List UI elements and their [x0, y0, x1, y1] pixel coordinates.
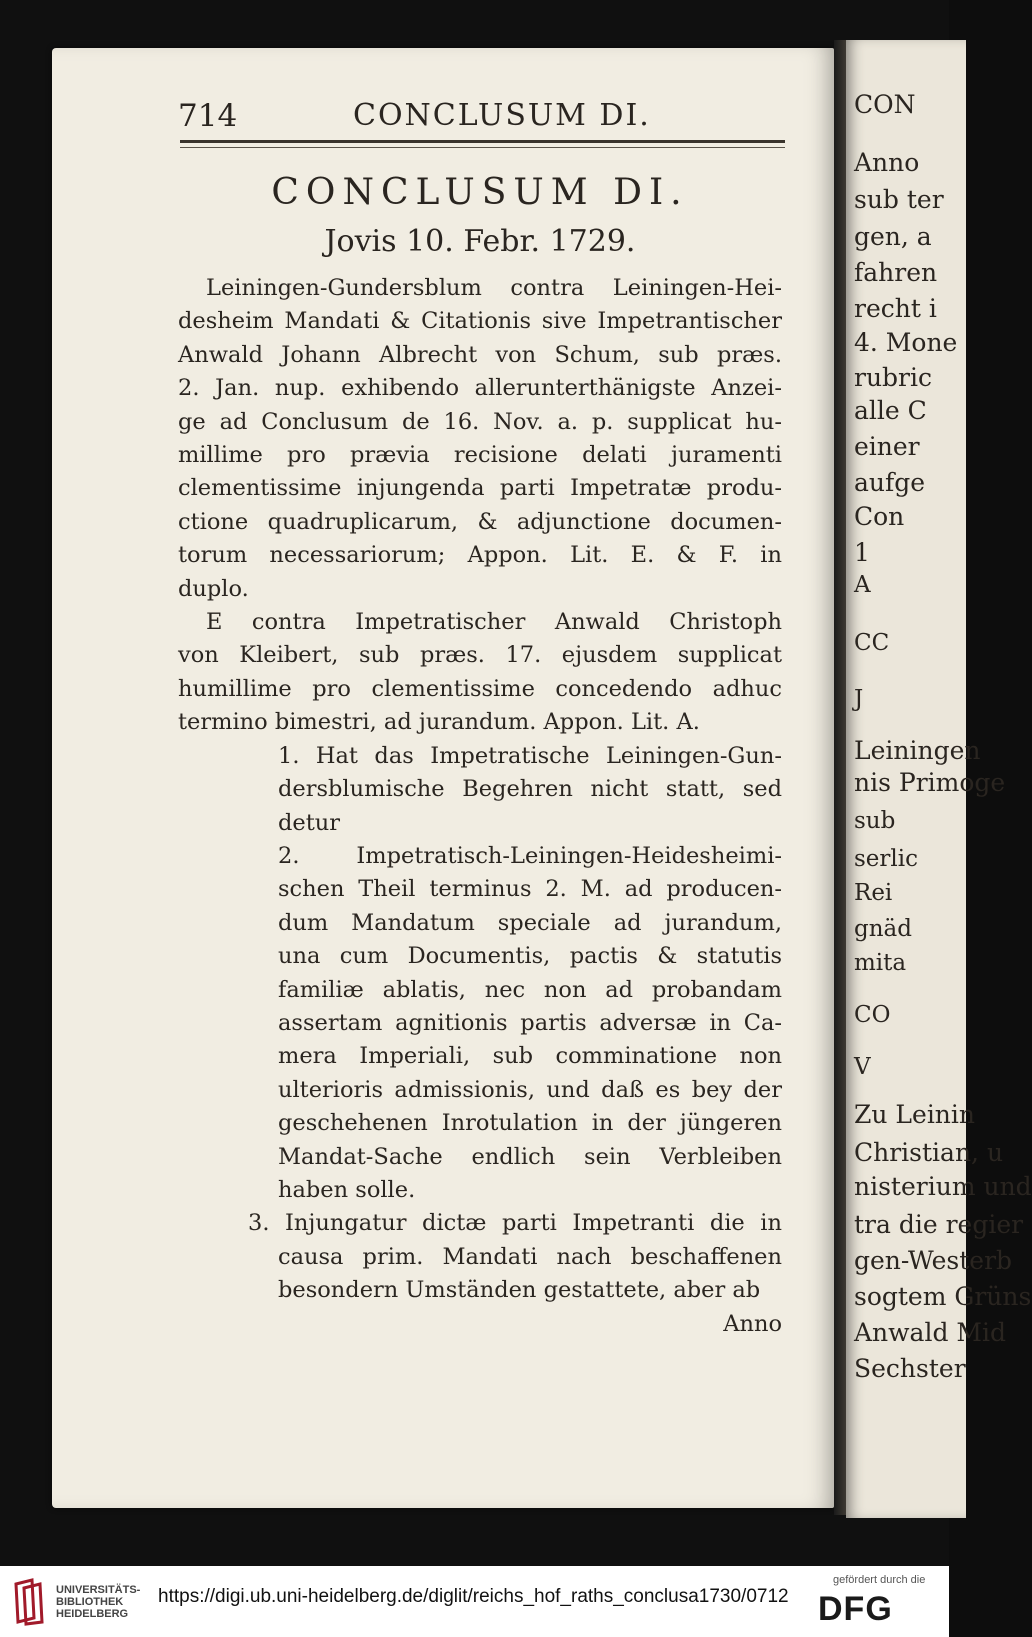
page-body — [178, 272, 782, 1342]
viewer-footer — [0, 1566, 949, 1637]
facing-page-fragment: Zu Leinin — [854, 1100, 976, 1129]
facing-page-fragment: A — [854, 572, 871, 598]
facing-page-fragment: CC — [854, 630, 890, 656]
facing-page-fragment: V — [854, 1054, 871, 1080]
facing-page-fragment: CO — [854, 1002, 891, 1028]
conclusum-date: Jovis 10. Febr. 1729. — [324, 224, 636, 259]
facing-page-fragment: CON — [854, 90, 916, 119]
facing-page-fragment: Anwald Mid — [854, 1318, 1007, 1347]
facing-page-fragment: gen, a — [854, 222, 932, 251]
paragraph-petition — [178, 272, 782, 606]
text-line: von Kleibert, sub præs. 17. ejusdem supplicat — [178, 642, 782, 669]
text-line: dersblumische Begehren nicht statt, sed — [278, 776, 782, 803]
facing-page-fragment: Con — [854, 502, 905, 531]
facing-page-fragment: einer — [854, 432, 920, 461]
text-line: detur — [278, 809, 341, 836]
facing-page-fragment: sogtem Grüns — [854, 1282, 1032, 1311]
head-rule-thin — [180, 147, 785, 148]
conclusum-title: CONCLUSUM DI. — [271, 172, 689, 213]
facing-page-fragment: Sechster — [854, 1354, 966, 1383]
library-logo-icon — [10, 1578, 50, 1626]
facing-page-fragment: sub ter — [854, 185, 944, 214]
facing-page-fragment: Leiningen — [854, 736, 981, 765]
facing-page-fragment: 4. Mone — [854, 328, 958, 357]
permalink-url[interactable]: https://digi.ub.uni-heidelberg.de/diglit/reichs_hof_raths_conclusa1730/0712 — [158, 1586, 789, 1607]
resolution-item-3 — [178, 1207, 782, 1307]
facing-page-fragment: gen-Westerb — [854, 1246, 1013, 1275]
page-number: 714 — [178, 98, 238, 134]
facing-page-fragment: recht i — [854, 294, 937, 323]
running-title: CONCLUSUM DI. — [353, 98, 651, 133]
facing-page-fragment: mita — [854, 950, 907, 976]
text-line: millime pro prævia recisione delati juramenti — [178, 442, 782, 469]
text-line: Leiningen-Gundersblum contra Leiningen-Hei- — [206, 275, 782, 301]
text-line: schen Theil terminus 2. M. ad producen- — [278, 876, 782, 903]
running-head — [178, 98, 778, 138]
text-line: Mandat-Sache endlich sein Verbleiben — [278, 1143, 782, 1170]
facing-page-fragment: Anno — [854, 148, 920, 177]
head-rule — [180, 140, 785, 143]
facing-page-fragment: serlic — [854, 846, 919, 872]
facing-page-fragment: aufge — [854, 468, 926, 497]
text-line: termino bimestri, ad jurandum. Appon. Lit. A. — [178, 709, 700, 736]
text-line: dum Mandatum speciale ad jurandum, — [278, 909, 782, 936]
facing-page-fragment: tra die regier — [854, 1210, 1024, 1239]
text-line: duplo. — [178, 575, 249, 602]
facing-page-fragment: Christian, u — [854, 1138, 1004, 1167]
text-line: causa prim. Mandati nach beschaffenen — [278, 1243, 782, 1270]
text-line: una cum Documentis, pactis & statutis — [278, 943, 782, 970]
resolution-item-2 — [178, 840, 782, 1207]
catchword: Anno — [723, 1310, 782, 1337]
text-line: 2. Jan. nup. exhibendo allerunterthänigste Anzei- — [178, 375, 782, 402]
text-line: assertam agnitionis partis adversæ in Ca- — [278, 1009, 782, 1036]
facing-page-fragment: fahren — [854, 258, 938, 287]
text-line: familiæ ablatis, nec non ad probandam — [278, 976, 782, 1003]
facing-page-fragment: sub — [854, 808, 896, 834]
text-line: 1. Hat das Impetratische Leiningen-Gun- — [278, 742, 782, 769]
text-line: geschehenen Inrotulation in der jüngeren — [278, 1110, 782, 1137]
facing-page-fragment: gnäd — [854, 916, 912, 942]
text-line: ulterioris admissionis, und daß es bey der — [278, 1076, 782, 1103]
text-line: 2. Impetratisch-Leiningen-Heidesheimi- — [278, 842, 782, 869]
text-line: clementissime injungenda parti Impetratæ produ- — [178, 475, 782, 502]
library-name: UNIVERSITÄTS- BIBLIOTHEK HEIDELBERG — [56, 1584, 141, 1620]
text-line: ge ad Conclusum de 16. Nov. a. p. supplicat hu- — [178, 408, 782, 435]
text-line: besondern Umständen gestattete, aber ab — [278, 1277, 761, 1304]
text-line: desheim Mandati & Citationis sive Impetrantischer — [178, 308, 782, 335]
facing-page — [846, 40, 1032, 1518]
facing-page-fragment: nis Primoge — [854, 768, 1006, 797]
funding-label: gefördert durch die — [833, 1574, 926, 1586]
text-line: Anwald Johann Albrecht von Schum, sub præs. — [178, 341, 782, 368]
text-line: 3. Injungatur dictæ parti Impetranti die in — [248, 1210, 782, 1237]
facing-page-fragment: J — [854, 686, 864, 712]
facing-page-fragment: Rei — [854, 880, 893, 906]
text-line: haben solle. — [278, 1176, 416, 1203]
facing-page-fragment: 1 — [854, 538, 870, 567]
paragraph-counter-petition — [178, 606, 782, 740]
text-line: mera Imperiali, sub comminatione non — [278, 1043, 782, 1070]
facing-page-fragment: alle C — [854, 396, 927, 425]
facing-page-fragment: nisterium und — [854, 1172, 1032, 1201]
resolution-item-1 — [178, 740, 782, 840]
text-line: torum necessariorum; Appon. Lit. E. & F. in — [178, 542, 782, 569]
facing-page-fragment: rubric — [854, 363, 933, 392]
text-line: ctione quadruplicarum, & adjunctione documen- — [178, 508, 782, 535]
text-line: E contra Impetratischer Anwald Christoph — [206, 609, 782, 636]
text-line: humillime pro clementissime concedendo adhuc — [178, 675, 782, 702]
dfg-logo: DFG — [818, 1590, 893, 1628]
